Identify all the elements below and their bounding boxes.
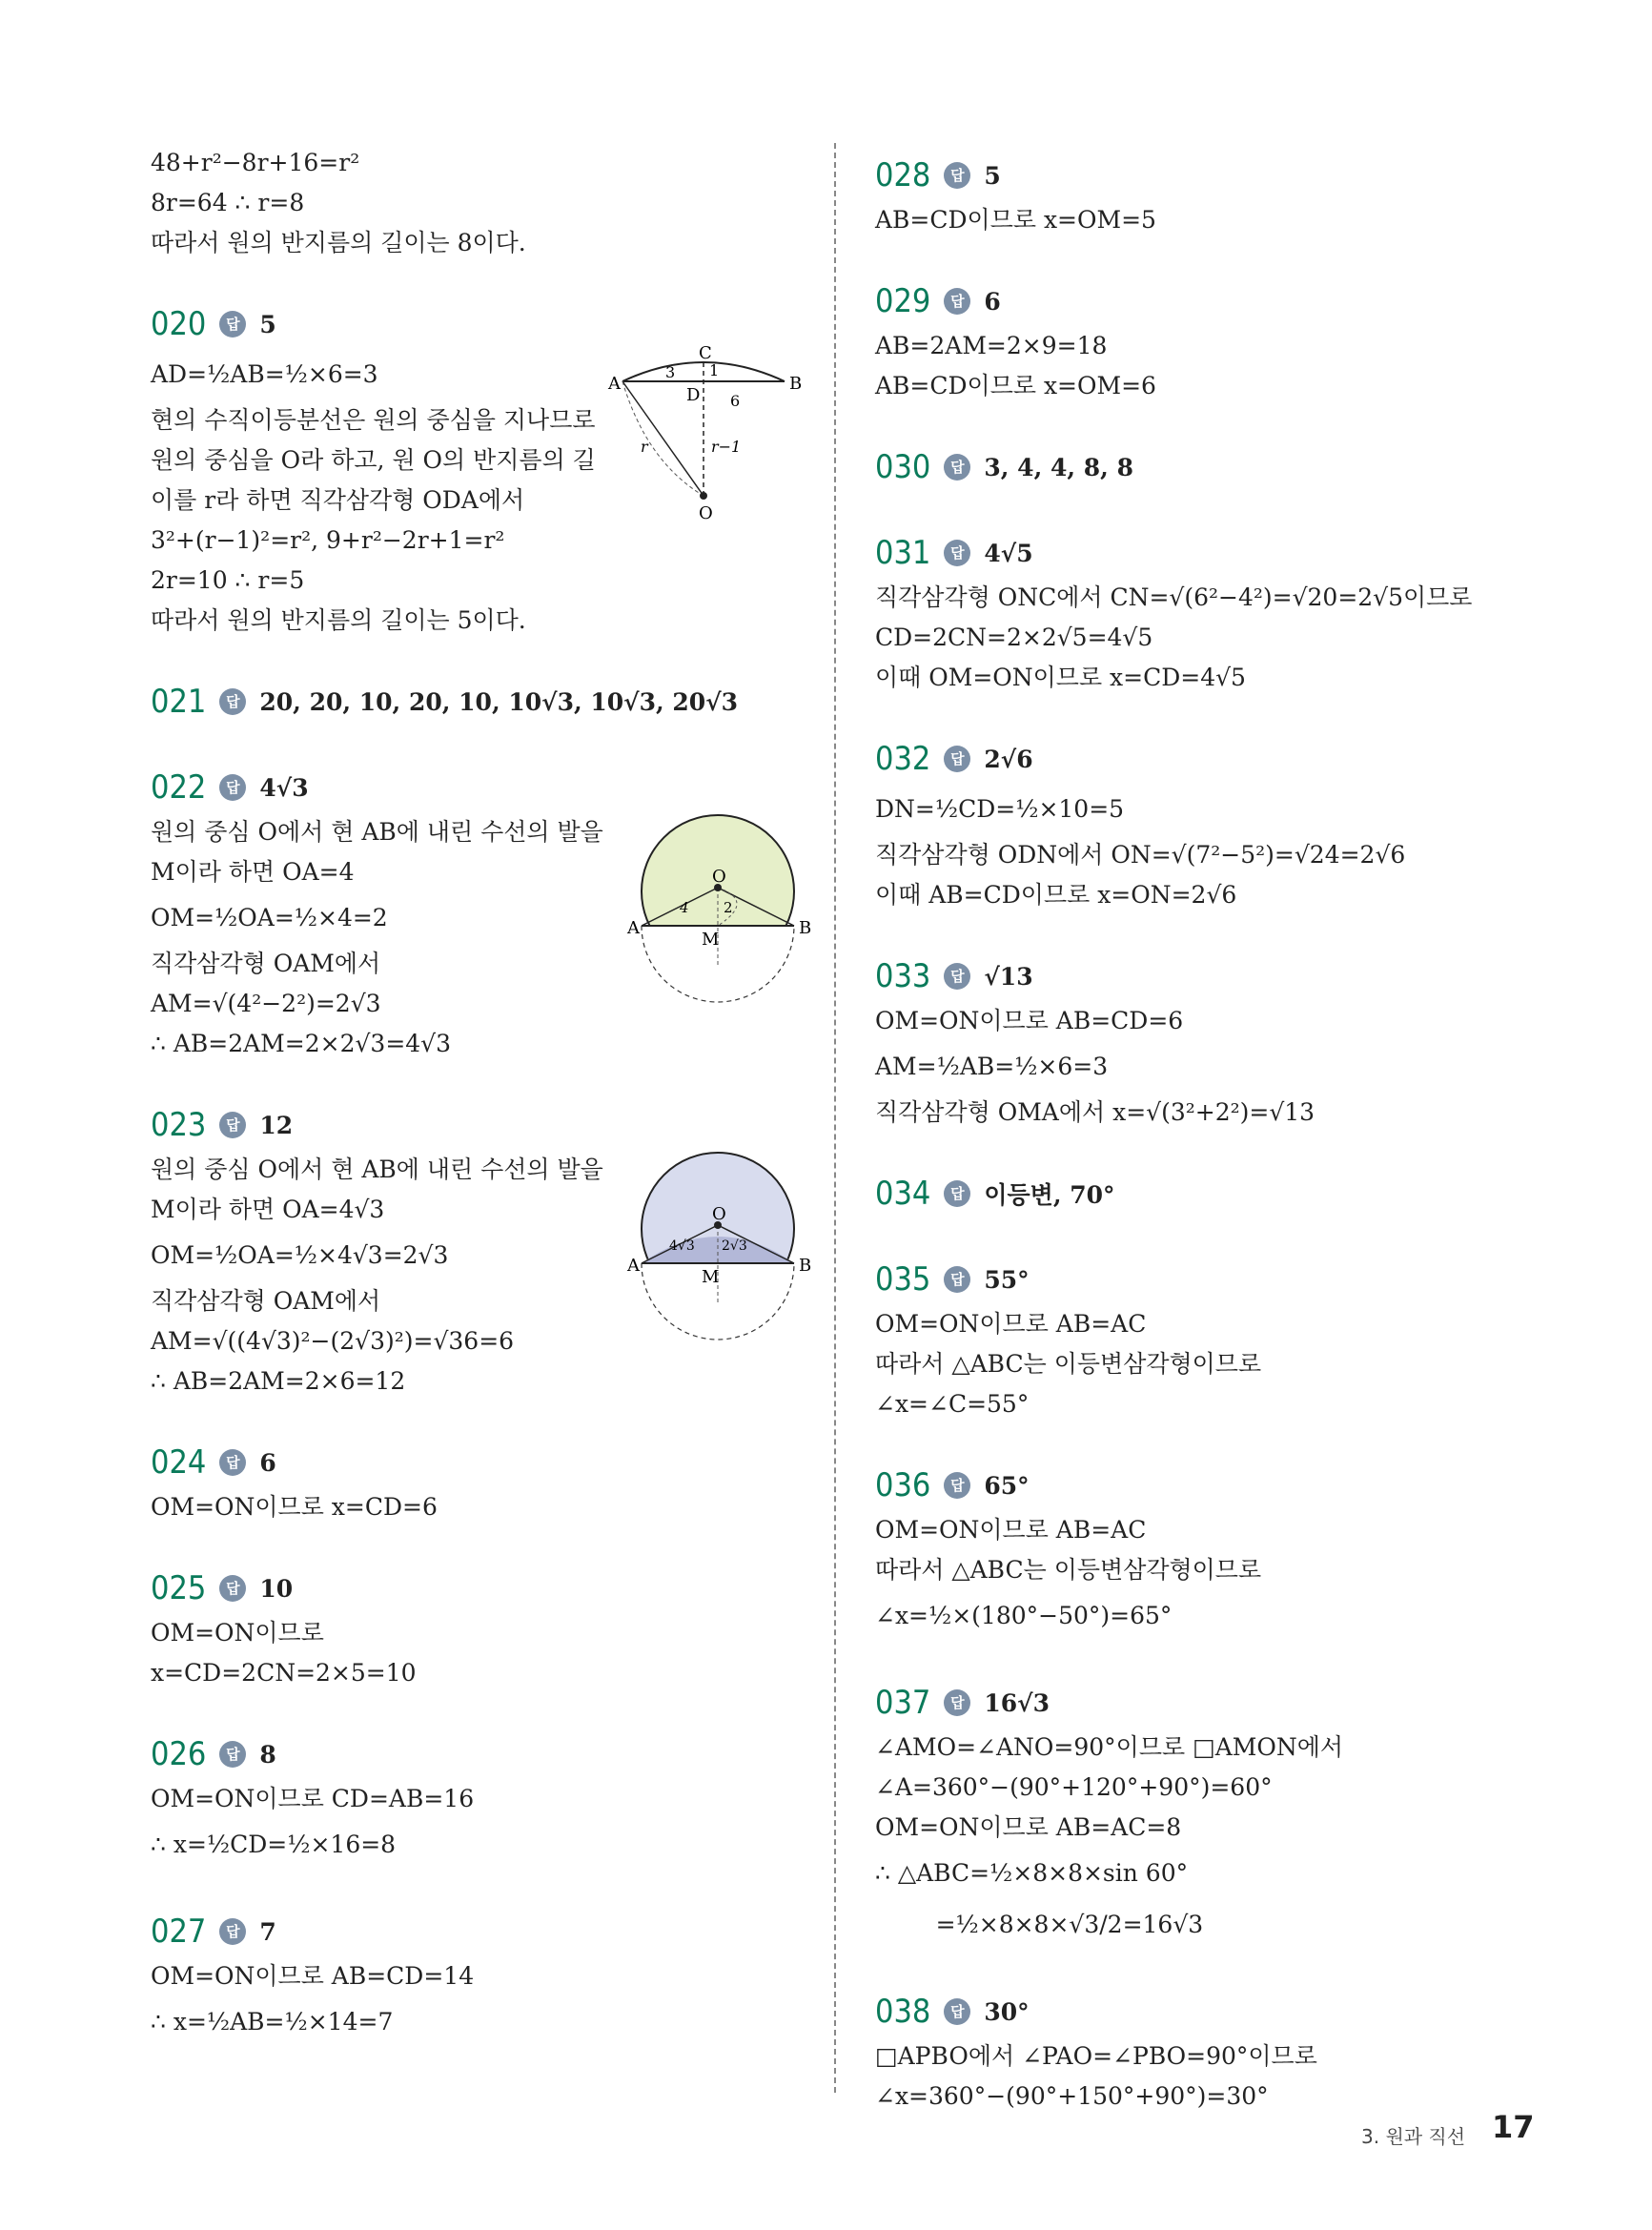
solution-line: 직각삼각형 ODN에서 ON=√(7²−5²)=√24=2√6 [875,841,1406,869]
figure-020-diagram [608,343,808,528]
problem-number: 022 [151,768,207,807]
problem-number: 028 [875,156,931,194]
solution-line: OM=ON이므로 CD=AB=16 [151,1785,475,1812]
solution-line: CD=2CN=2×2√5=4√5 [875,624,1153,651]
answer: 3, 4, 4, 8, 8 [984,453,1133,481]
answer-badge-icon: 답 [944,288,970,315]
answer-badge-icon: 답 [219,1918,246,1945]
answer-badge-icon: 답 [944,746,970,772]
label-m: M [702,930,720,950]
problem-025 [151,1564,818,1693]
answer: 55° [984,1265,1030,1294]
problem-number: 023 [151,1106,207,1144]
problem-number: 038 [875,1993,931,2031]
solution-line: OM=ON이므로 AB=CD=6 [875,1007,1184,1034]
solution-line: 따라서 △ABC는 이등변삼각형이므로 [875,1556,1262,1584]
label-b: B [799,1256,812,1276]
solution-line: 원의 중심 O에서 현 AB에 내린 수선의 발을 [151,818,603,846]
solution-line: DN=½CD=½×10=5 [875,795,1125,823]
answer-badge-icon: 답 [944,1266,970,1293]
solution-line: M이라 하면 OA=4√3 [151,1196,385,1223]
solution-line: OM=ON이므로 [151,1619,324,1647]
answer-badge-icon: 답 [944,1180,970,1207]
problem-038 [875,1987,1561,2117]
problem-number: 026 [151,1735,207,1773]
answer: 12 [259,1111,294,1139]
problem-021 [151,677,818,726]
problem-number: 020 [151,305,207,343]
answer: 이등변, 70° [984,1181,1115,1209]
label-d: D [686,385,701,405]
solution-line: 원의 중심 O에서 현 AB에 내린 수선의 발을 [151,1156,603,1183]
page-number: 17 [1492,2109,1535,2145]
answer-badge-icon: 답 [219,1112,246,1138]
solution-line: AD=½AB=½×6=3 [151,360,378,388]
answer-badge-icon: 답 [944,1998,970,2025]
answer-badge-icon: 답 [219,1449,246,1476]
solution-line: 직각삼각형 OAM에서 [151,1287,381,1315]
answer-badge-icon: 답 [944,1472,970,1499]
label-a: A [627,918,640,938]
solution-line: 따라서 원의 반지름의 길이는 8이다. [151,229,526,256]
problem-037 [875,1678,1561,1951]
answer: 6 [259,1448,276,1477]
label-m: M [702,1267,720,1287]
label-2root3: 2√3 [722,1238,747,1254]
label-2: 2 [724,899,733,916]
problem-024 [151,1438,818,1527]
answer: 16√3 [984,1688,1050,1717]
problem-023 [151,1100,818,1401]
solution-line: ∠A=360°−(90°+120°+90°)=60° [875,1773,1273,1801]
problem-034 [875,1169,1561,1218]
answer: 4√3 [259,773,309,802]
intro-block [151,143,818,263]
problem-036 [875,1461,1561,1642]
solution-line: OM=ON이므로 AB=AC [875,1310,1147,1338]
solution-line: ∠x=360°−(90°+150°+90°)=30° [875,2082,1269,2110]
label-4: 4 [680,899,689,916]
solution-line: AM=½AB=½×6=3 [875,1053,1109,1080]
solution-line: OM=ON이므로 AB=AC [875,1516,1147,1544]
solution-line: 직각삼각형 OMA에서 x=√(3²+2²)=√13 [875,1098,1315,1126]
solution-line: x=CD=2CN=2×5=10 [151,1659,417,1687]
label-a: A [627,1256,640,1276]
label-6: 6 [730,392,741,410]
solution-line: 원의 중심을 O라 하고, 원 O의 반지름의 길 [151,446,596,474]
problem-029 [875,276,1561,406]
label-c: C [699,343,712,363]
solution-line: AB=CD이므로 x=OM=6 [875,372,1156,399]
right-column [875,143,1561,2117]
figure-022-diagram [627,806,812,977]
answer-badge-icon: 답 [944,1689,970,1716]
solution-line: OM=ON이므로 AB=AC=8 [875,1813,1182,1841]
answer: 10 [259,1574,294,1603]
column-divider [834,143,836,2093]
solution-line: OM=½OA=½×4√3=2√3 [151,1241,449,1269]
solution-line: 따라서 △ABC는 이등변삼각형이므로 [875,1350,1262,1378]
answer-badge-icon: 답 [944,162,970,189]
answer: 6 [984,287,1001,316]
solution-line: 2r=10 ∴ r=5 [151,566,305,594]
problem-number: 025 [151,1569,207,1607]
solution-line: AM=√((4√3)²−(2√3)²)=√36=6 [151,1327,515,1355]
answer: 30° [984,1997,1030,2026]
problem-031 [875,528,1561,698]
problem-number: 021 [151,683,207,721]
label-a: A [608,374,621,394]
solution-line: ∴ △ABC=½×8×8×sin 60° [875,1859,1189,1887]
solution-line: ∠x=½×(180°−50°)=65° [875,1602,1173,1629]
solution-line: 이때 AB=CD이므로 x=ON=2√6 [875,881,1237,909]
problem-022 [151,763,818,1064]
solution-line: ∴ x=½CD=½×16=8 [151,1831,397,1858]
label-b: B [799,918,812,938]
solution-line: OM=ON이므로 x=CD=6 [151,1493,438,1521]
solution-line: ∴ AB=2AM=2×6=12 [151,1367,406,1395]
answer-badge-icon: 답 [219,1575,246,1602]
solution-line: 따라서 원의 반지름의 길이는 5이다. [151,606,526,634]
problem-number: 033 [875,957,931,995]
solution-line: ∠x=∠C=55° [875,1390,1030,1418]
answer-badge-icon: 답 [944,963,970,990]
problem-027 [151,1907,818,2048]
solution-line: 이를 r라 하면 직각삼각형 ODA에서 [151,486,525,514]
answer: √13 [984,962,1033,991]
problem-number: 032 [875,740,931,778]
problem-035 [875,1255,1561,1424]
solution-line: AM=√(4²−2²)=2√3 [151,990,381,1017]
answer: 4√5 [984,539,1033,567]
solution-line: 48+r²−8r+16=r² [151,149,360,176]
problem-033 [875,951,1561,1133]
problem-028 [875,151,1561,240]
answer: 20, 20, 10, 20, 10, 10√3, 10√3, 20√3 [259,687,739,716]
answer: 65° [984,1471,1030,1500]
solution-line: =½×8×8×√3/2=16√3 [875,1911,1204,1938]
solution-line: 현의 수직이등분선은 원의 중심을 지나므로 [151,406,596,434]
problem-number: 030 [875,448,931,486]
answer: 5 [259,310,276,338]
solution-line: ∠AMO=∠ANO=90°이므로 □AMON에서 [875,1733,1344,1761]
solution-line: 8r=64 ∴ r=8 [151,189,305,216]
label-b: B [789,374,803,394]
problem-number: 035 [875,1260,931,1299]
problem-number: 029 [875,282,931,320]
problem-032 [875,734,1561,915]
answer: 8 [259,1740,276,1769]
answer-badge-icon: 답 [944,454,970,481]
solution-line: AB=CD이므로 x=OM=5 [875,206,1156,234]
problem-number: 031 [875,534,931,572]
problem-026 [151,1729,818,1871]
label-o: O [712,867,726,887]
solution-line: 직각삼각형 OAM에서 [151,950,381,977]
label-3: 3 [665,363,676,381]
solution-line: M이라 하면 OA=4 [151,858,355,886]
label-r: r [641,438,648,456]
problem-number: 027 [151,1913,207,1951]
problem-number: 037 [875,1684,931,1722]
chapter-title: 3. 원과 직선 [1361,2125,1466,2148]
label-o: O [712,1204,726,1224]
answer-badge-icon: 답 [219,774,246,801]
answer-badge-icon: 답 [219,1741,246,1768]
label-r-minus-1: r−1 [711,438,742,456]
solution-line: □APBO에서 ∠PAO=∠PBO=90°이므로 [875,2042,1317,2070]
answer-badge-icon: 답 [944,540,970,566]
solution-line: OM=ON이므로 AB=CD=14 [151,1962,475,1990]
solution-line: OM=½OA=½×4=2 [151,904,388,931]
left-column [151,143,818,2048]
problem-number: 034 [875,1175,931,1213]
label-1: 1 [709,361,720,379]
answer-badge-icon: 답 [219,688,246,715]
problem-number: 024 [151,1443,207,1482]
label-o: O [699,503,713,523]
label-4root3: 4√3 [669,1238,695,1254]
solution-line: 3²+(r−1)²=r², 9+r²−2r+1=r² [151,526,505,554]
solution-line: ∴ AB=2AM=2×2√3=4√3 [151,1030,452,1057]
answer: 2√6 [984,745,1033,773]
solution-line: AB=2AM=2×9=18 [875,332,1108,359]
answer: 7 [259,1917,276,1946]
answer: 5 [984,161,1001,190]
answer-badge-icon: 답 [219,311,246,338]
solution-line: ∴ x=½AB=½×14=7 [151,2008,394,2036]
solution-line: 이때 OM=ON이므로 x=CD=4√5 [875,664,1246,691]
problem-020 [151,299,818,641]
figure-023-diagram [627,1143,812,1315]
problem-030 [875,442,1561,492]
solution-line: 직각삼각형 ONC에서 CN=√(6²−4²)=√20=2√5이므로 [875,583,1473,611]
problem-number: 036 [875,1466,931,1504]
